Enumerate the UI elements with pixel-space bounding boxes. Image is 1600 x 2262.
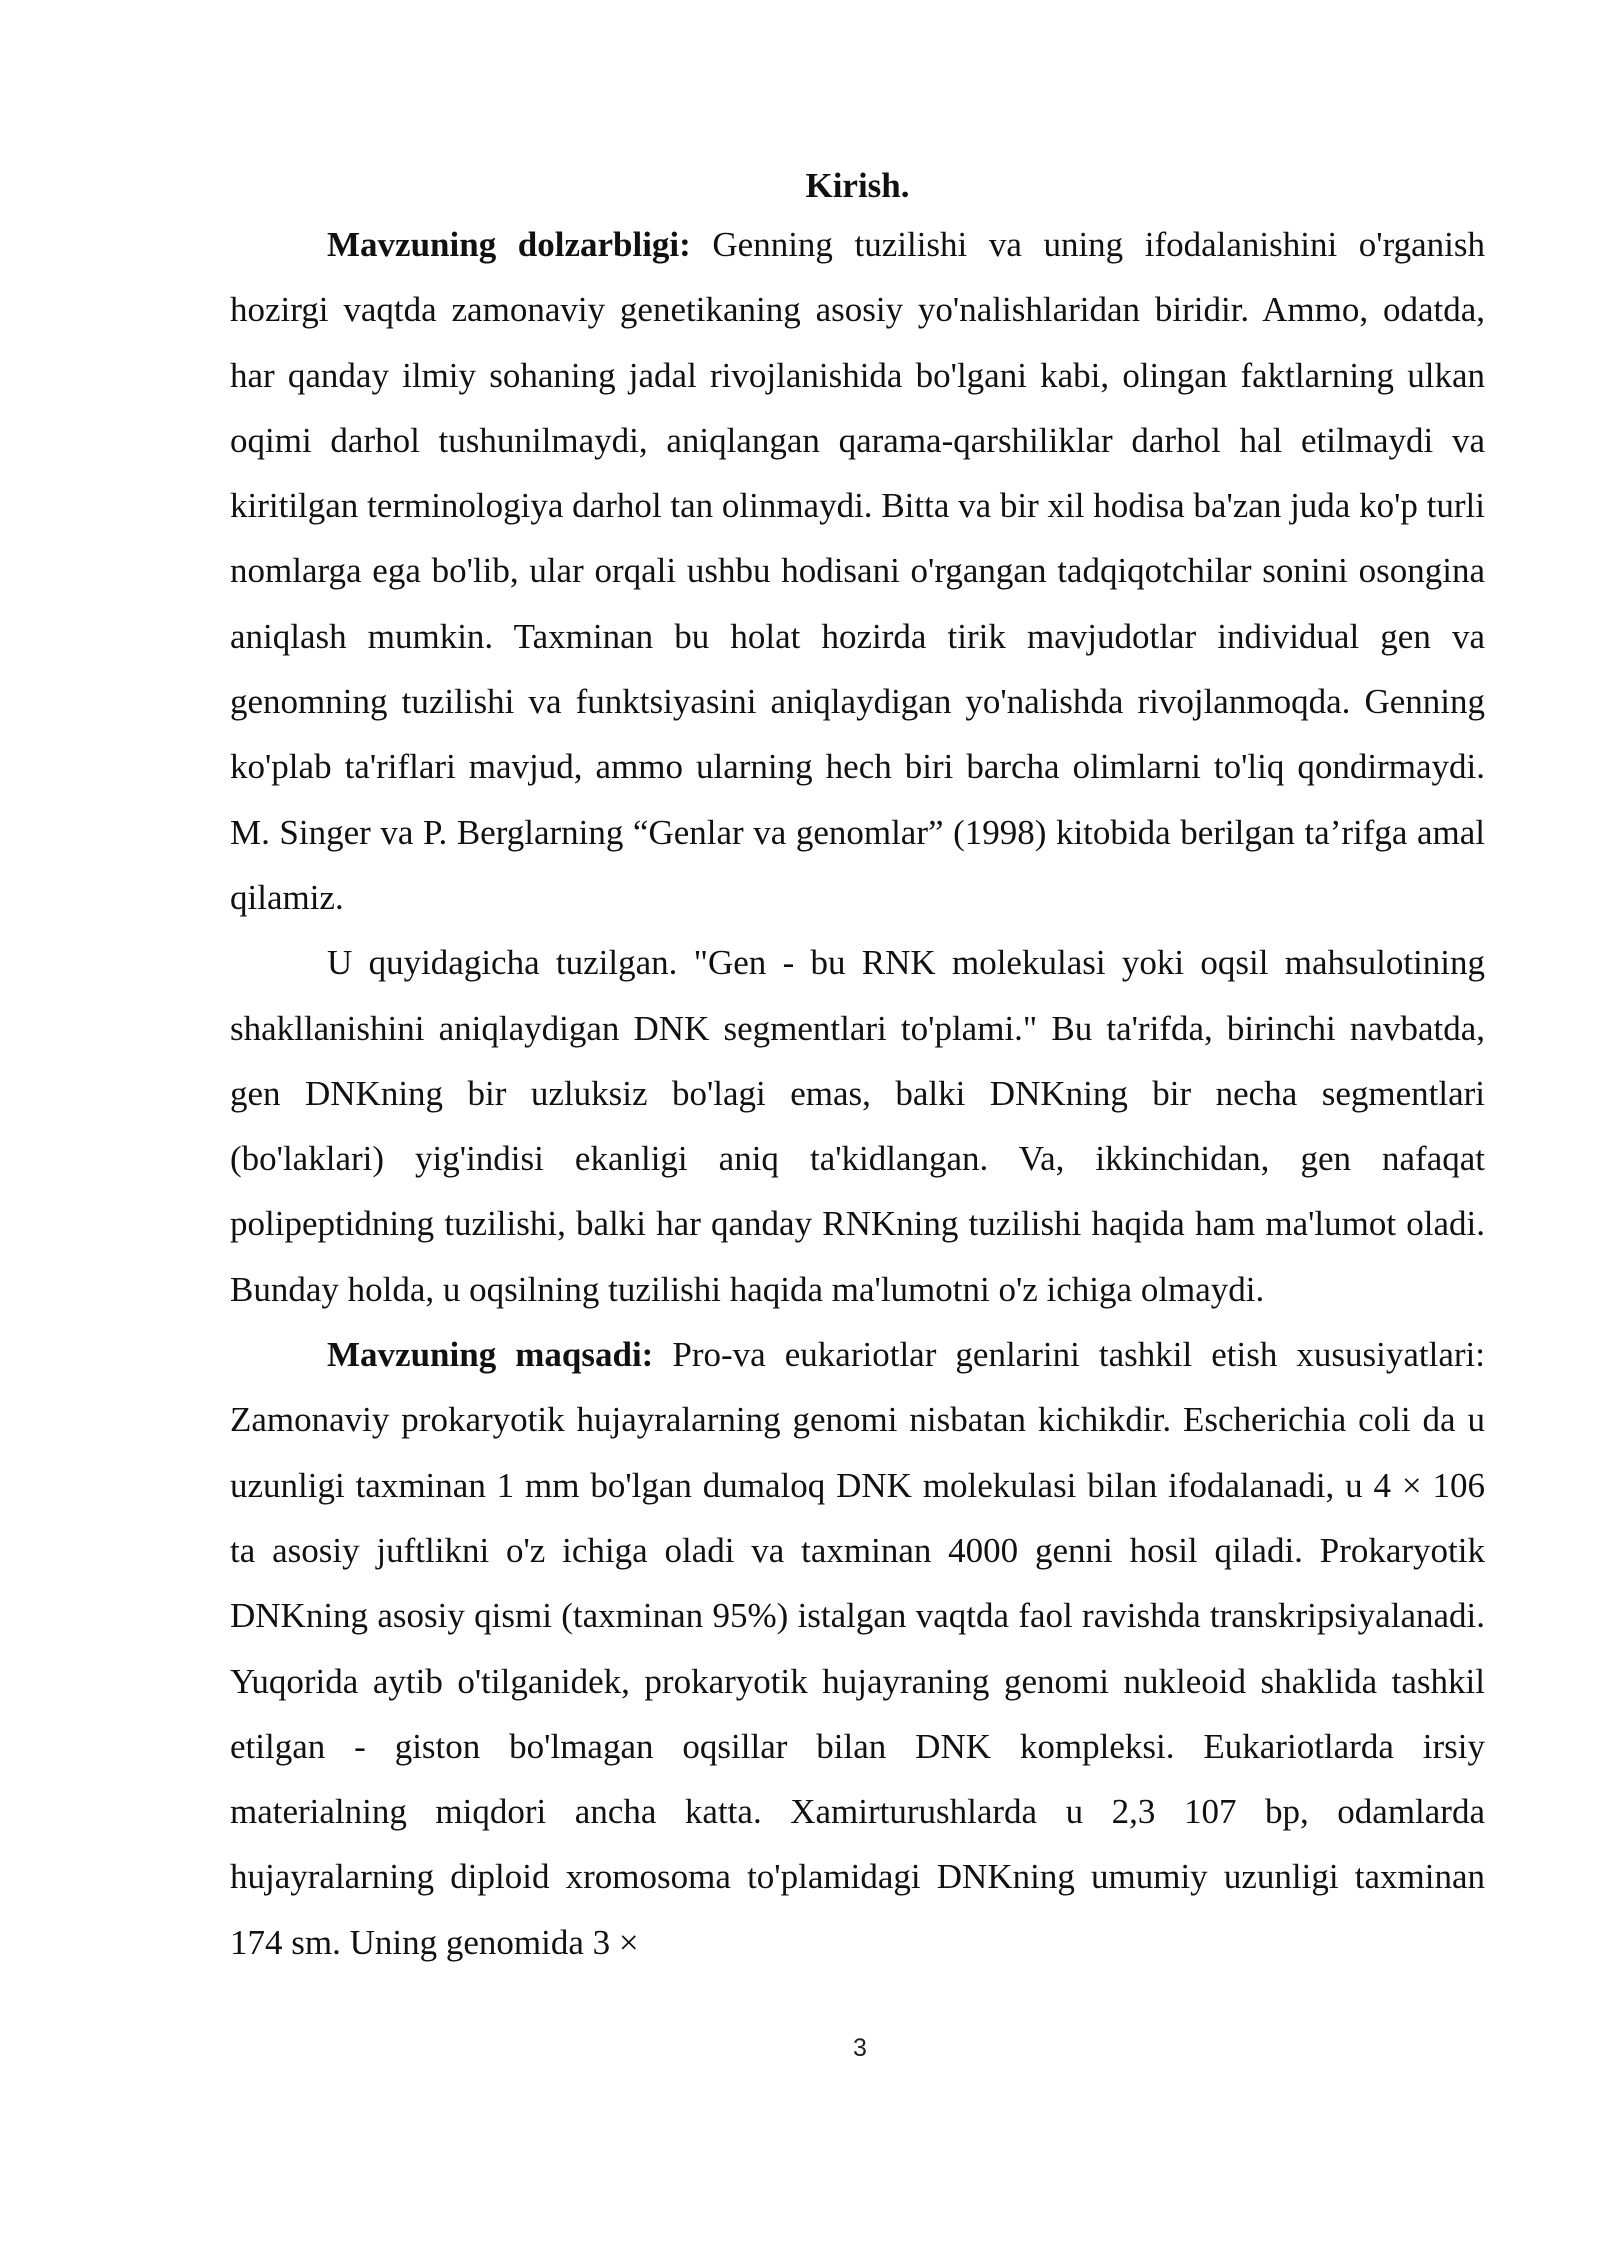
paragraph-body: Pro-va eukariotlar genlarini tashkil etish xususiyatlari: Zamonaviy prokaryotik hujayralarning genomi nisbatan kichikdir. Escherichia coli da u uzunligi taxminan 1 mm bo'lgan dumaloq DNK molekulasi bilan ifodalanadi, u 4 × 106 ta asosiy juftlikni o'z ichiga oladi va taxminan 4000 genni hosil qiladi. Prokaryotik DNKning asosiy qismi (taxminan 95%) istalgan vaqtda faol ravishda transkripsiyalanadi. Yuqorida aytib o'tilganidek, prokaryotik hujayraning genomi nukleoid shaklida tashkil etilgan - giston bo'lmagan oqsillar bilan DNK kompleksi. Eukariotlarda irsiy materialning miqdori ancha katta. Xamirturushlarda u 2,3 107 bp, odamlarda hujayralarning diploid xromosoma to'plamidagi DNKning umumiy uzunligi taxminan 174 sm. Uning genomida 3 × bbox=[230, 1335, 1486, 1962]
page-content bbox=[230, 160, 1485, 1975]
paragraph-body: U quyidagicha tuzilgan. "Gen - bu RNK molekulasi yoki oqsil mahsulotining shakllanishini aniqlaydigan DNK segmentlari to'plami." Bu ta'rifda, birinchi navbatda, gen DNKning bir uzluksiz bo'lagi emas, balki DNKning bir necha segmentlari (bo'laklari) yig'indisi ekanligi aniq ta'kidlangan. Va, ikkinchidan, gen nafaqat polipeptidning tuzilishi, balki har qanday RNKning tuzilishi haqida ham ma'lumot oladi. Bunday holda, u oqsilning tuzilishi haqida ma'lumotni o'z ichiga olmaydi. bbox=[230, 943, 1485, 1309]
paragraph-relevance bbox=[230, 212, 1485, 930]
section-title: Kirish. bbox=[805, 166, 910, 205]
page-number: 3 bbox=[853, 2034, 867, 2062]
paragraph-definition bbox=[230, 930, 1485, 1322]
paragraph-lead: Mavzuning maqsadi: bbox=[327, 1335, 654, 1375]
paragraph-body: Genning tuzilishi va uning ifodalanishini o'rganish hozirgi vaqtda zamonaviy genetikaning asosiy yo'nalishlaridan biridir. Ammo, odatda, har qanday ilmiy sohaning jadal rivojlanishida bo'lgani kabi, olingan faktlarning ulkan oqimi darhol tushunilmaydi, aniqlangan qarama-qarshiliklar darhol hal etilmaydi va kiritilgan terminologiya darhol tan olinmaydi. Bitta va bir xil hodisa ba'zan juda ko'p turli nomlarga ega bo'lib, ular orqali ushbu hodisani o'rgangan tadqiqotchilar sonini osongina aniqlash mumkin. Taxminan bu holat hozirda tirik mavjudotlar individual gen va genomning tuzilishi va funktsiyasini aniqlaydigan yo'nalishda rivojlanmoqda. Genning ko'plab ta'riflari mavjud, ammo ularning hech biri barcha olimlarni to'liq qondirmaydi. M. Singer va P. Berglarning “Genlar va genomlar” (1998) kitobida berilgan ta’rifga amal qilamiz. bbox=[230, 225, 1486, 917]
paragraph-lead: Mavzuning dolzarbligi: bbox=[327, 225, 691, 264]
paragraph-goal bbox=[230, 1322, 1485, 1975]
